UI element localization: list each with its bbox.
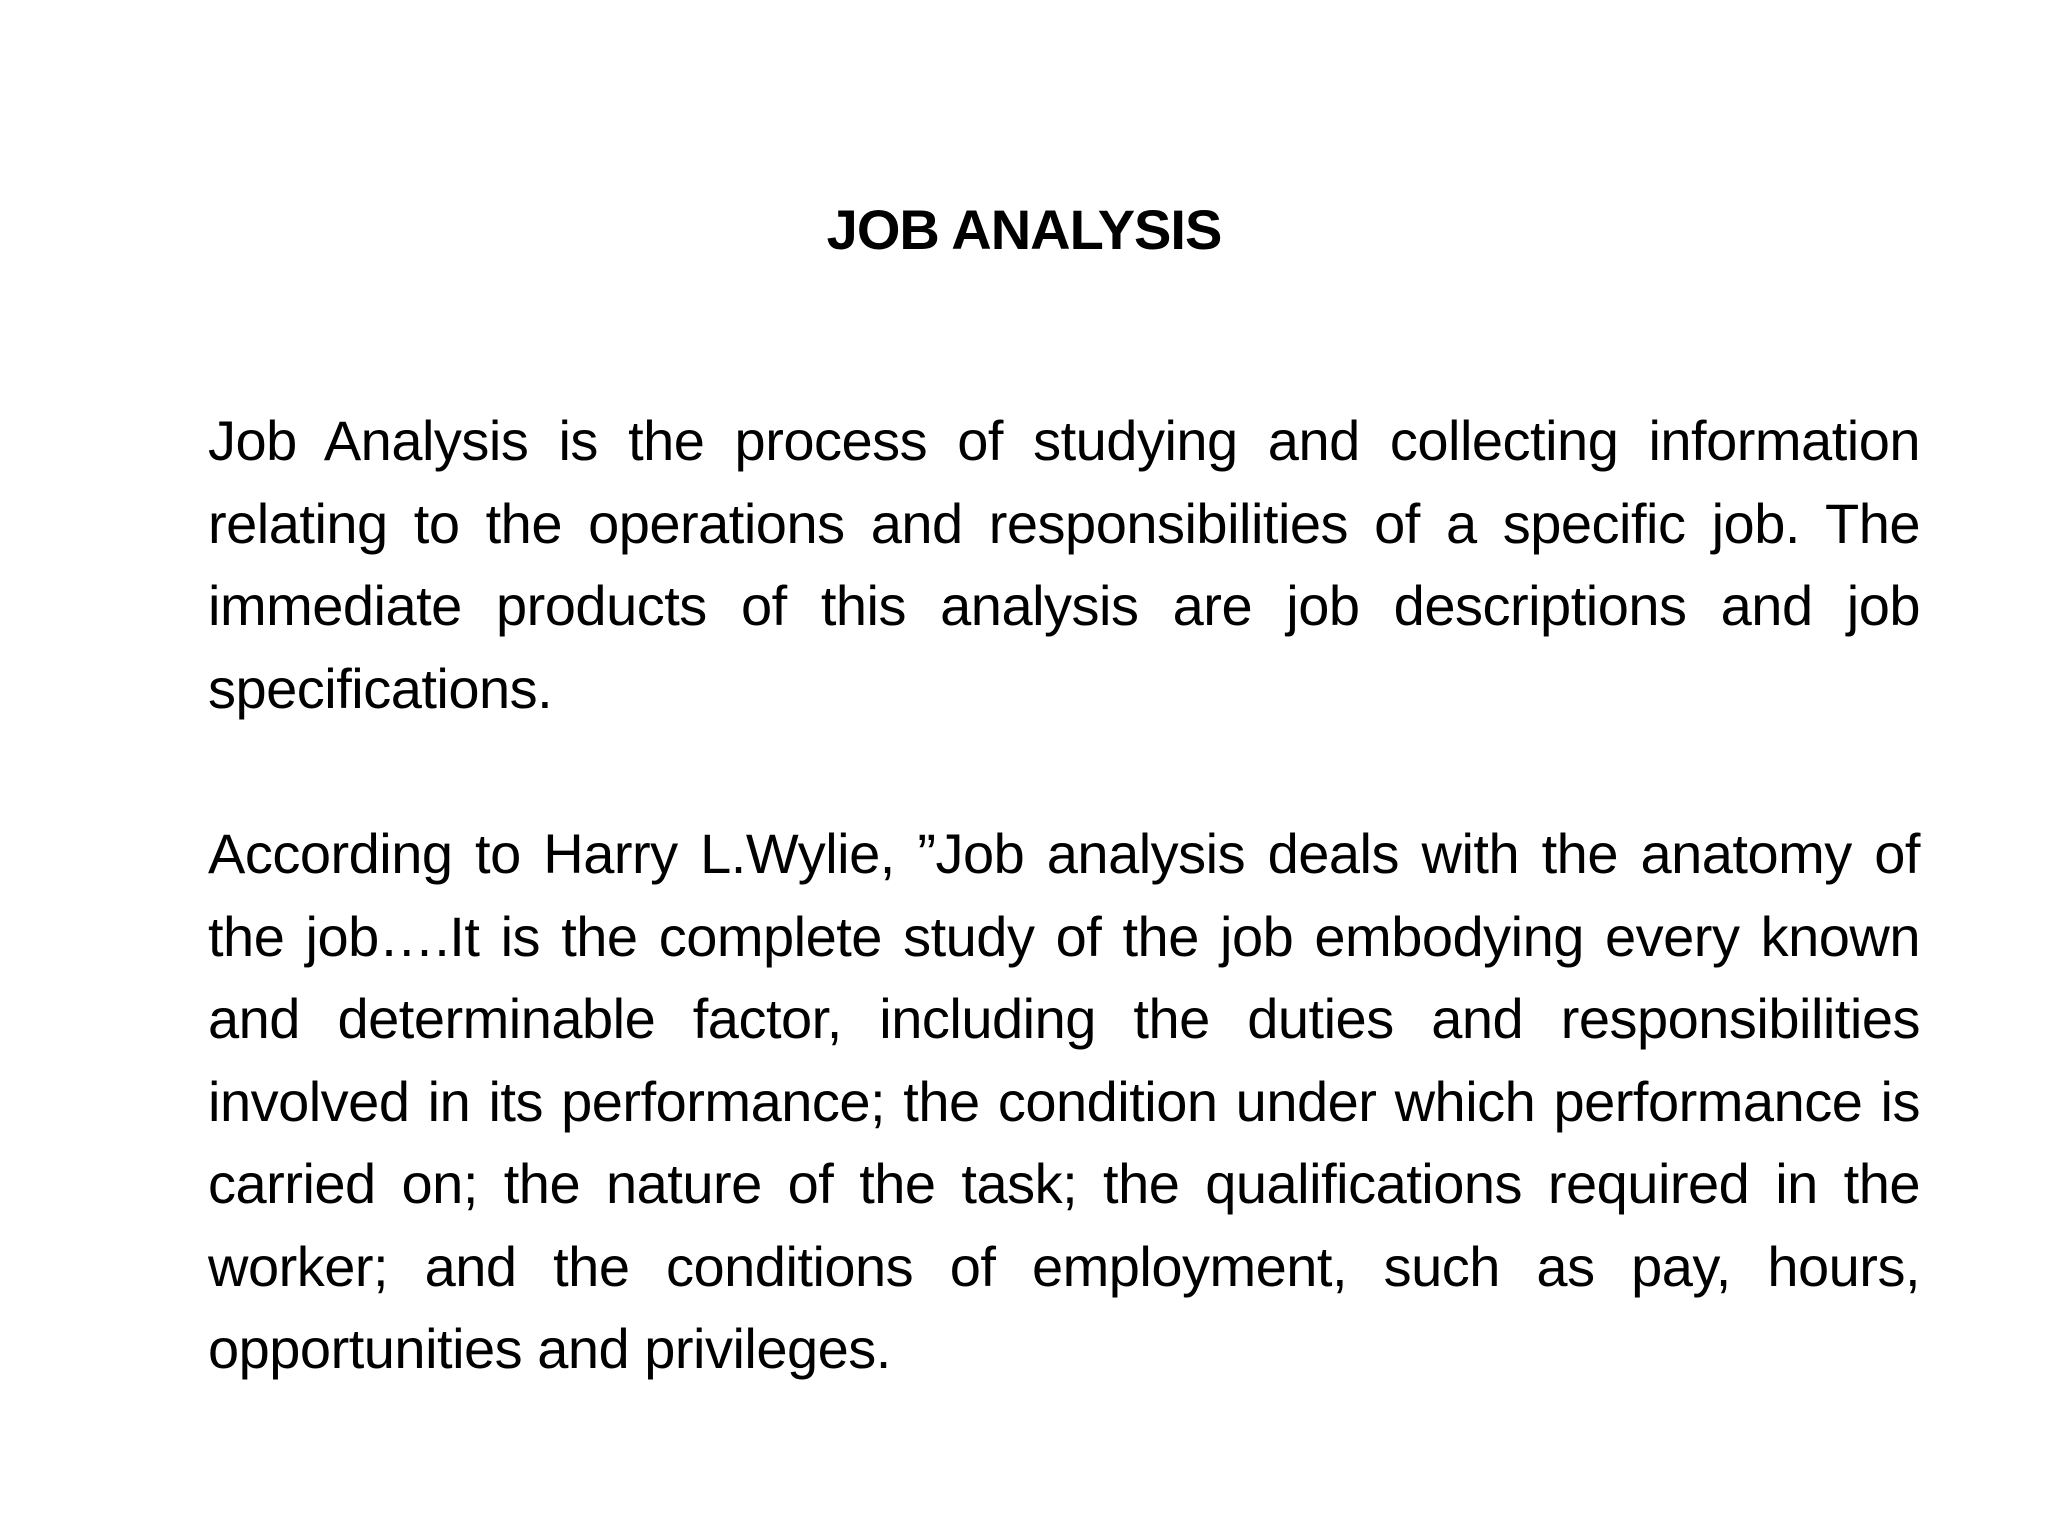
page-title: JOB ANALYSIS [826, 198, 1222, 261]
body-text [208, 400, 1920, 1391]
quotation-paragraph: According to Harry L.Wylie, ”Job analysis deals with the anatomy of the job….It is the complete study of the job embodying every known and determinable factor, including the duties and responsibilities involved in its performance; the condition under which performance is carried on; the nature of the task; the qualifications required in the worker; and the conditions of employment, such as pay, hours, opportunities and privileges. [208, 822, 1920, 1380]
definition-paragraph: Job Analysis is the process of studying and collecting information relating to the operations and responsibilities of a specific job. The immediate products of this analysis are job descriptions and job specifications. [208, 409, 1920, 720]
